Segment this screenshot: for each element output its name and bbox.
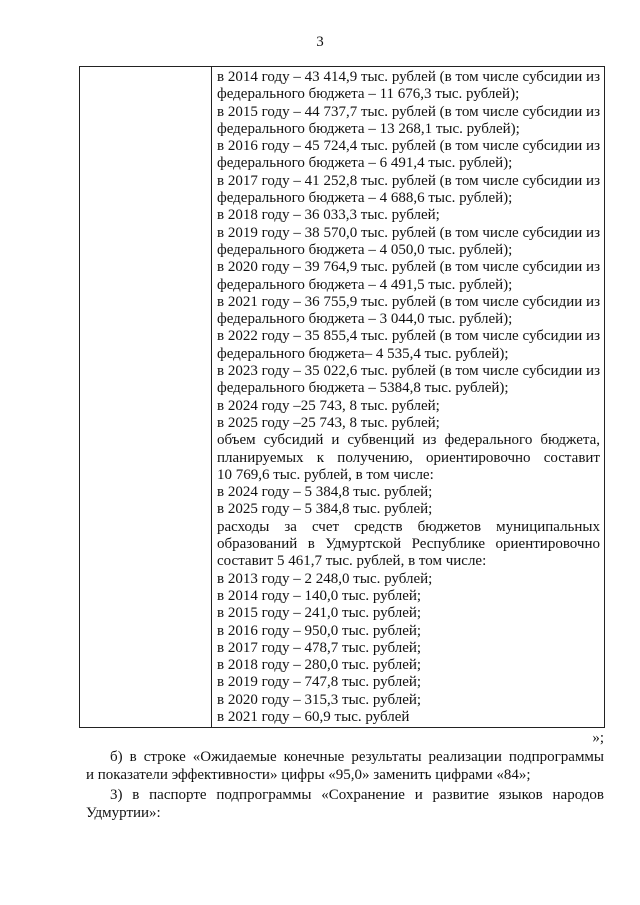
paragraph-b-line-1: б) в строке «Ожидаемые конечные результаты реализации подпрограммы (110, 749, 604, 765)
table-line: объем субсидий и субвенций из федерального бюджета, (217, 432, 600, 449)
table-line: в 2018 году – 280,0 тыс. рублей; (217, 657, 422, 674)
table-line: в 2016 году – 950,0 тыс. рублей; (217, 622, 422, 639)
table-line: в 2021 году – 60,9 тыс. рублей (217, 708, 410, 725)
table-line: федерального бюджета – 4 491,5 тыс. рублей); (217, 276, 513, 293)
page-number: 3 (316, 34, 324, 50)
table-line: в 2021 году – 36 755,9 тыс. рублей (в том числе субсидии из (217, 293, 600, 310)
table-line: в 2024 году –25 743, 8 тыс. рублей; (217, 397, 440, 414)
budget-table (79, 66, 605, 728)
table-line: в 2020 году – 39 764,9 тыс. рублей (в том числе субсидии из (217, 259, 600, 276)
table-line: в 2017 году – 478,7 тыс. рублей; (217, 639, 422, 656)
table-line: в 2019 году – 747,8 тыс. рублей; (217, 674, 422, 691)
table-line: расходы за счет средств бюджетов муниципальных (217, 518, 600, 535)
table-line: федерального бюджета – 3 044,0 тыс. рублей); (217, 311, 513, 328)
table-line: составит 5 461,7 тыс. рублей, в том числе: (217, 553, 487, 570)
table-line: в 2025 году –25 743, 8 тыс. рублей; (217, 414, 440, 431)
table-line: федерального бюджета – 5384,8 тыс. рублей); (217, 380, 509, 397)
table-line: в 2015 году – 44 737,7 тыс. рублей (в том числе субсидии из (217, 103, 600, 120)
table-line: федерального бюджета– 4 535,4 тыс. рублей); (217, 345, 509, 362)
table-line: в 2016 году – 45 724,4 тыс. рублей (в том числе субсидии из (217, 138, 600, 155)
paragraph-3 (86, 787, 604, 822)
table-line: в 2024 году – 5 384,8 тыс. рублей; (217, 484, 433, 501)
table-line: в 2020 году – 315,3 тыс. рублей; (217, 691, 422, 708)
paragraph-b (86, 749, 604, 784)
table-line: федерального бюджета – 11 676,3 тыс. рублей); (217, 86, 520, 103)
table-line: федерального бюджета – 4 688,6 тыс. рублей); (217, 190, 513, 207)
table-line: в 2023 году – 35 022,6 тыс. рублей (в том числе субсидии из (217, 363, 600, 380)
table-line: образований в Удмуртской Республике ориентировочно (217, 536, 600, 553)
closing-quote: »; (592, 730, 604, 746)
table-line: федерального бюджета – 4 050,0 тыс. рублей); (217, 241, 513, 258)
table-line: в 2015 году – 241,0 тыс. рублей; (217, 605, 422, 622)
paragraph-b-line-2: и показатели эффективности» цифры «95,0» заменить цифрами «84»; (86, 766, 531, 783)
table-line: в 2017 году – 41 252,8 тыс. рублей (в том числе субсидии из (217, 172, 600, 189)
table-right-cell (211, 69, 604, 726)
table-line: планируемых к получению, ориентировочно составит (217, 449, 600, 466)
table-line: в 2013 году – 2 248,0 тыс. рублей; (217, 570, 433, 587)
table-line: 10 769,6 тыс. рублей, в том числе: (217, 466, 434, 483)
table-line: в 2014 году – 140,0 тыс. рублей; (217, 587, 422, 604)
table-line: в 2022 году – 35 855,4 тыс. рублей (в том числе субсидии из (217, 328, 600, 345)
paragraph-3-line-2: Удмуртии»: (86, 804, 161, 821)
table-line: федерального бюджета – 6 491,4 тыс. рублей); (217, 155, 513, 172)
table-line: в 2014 году – 43 414,9 тыс. рублей (в том числе субсидии из (217, 69, 600, 85)
table-line: в 2019 году – 38 570,0 тыс. рублей (в том числе субсидии из (217, 224, 600, 241)
table-left-cell (80, 67, 212, 727)
paragraph-3-line-1: 3) в паспорте подпрограммы «Сохранение и развитие языков народов (110, 787, 604, 803)
table-line: в 2018 году – 36 033,3 тыс. рублей; (217, 207, 440, 224)
table-line: в 2025 году – 5 384,8 тыс. рублей; (217, 501, 433, 518)
table-line: федерального бюджета – 13 268,1 тыс. рублей); (217, 120, 520, 137)
